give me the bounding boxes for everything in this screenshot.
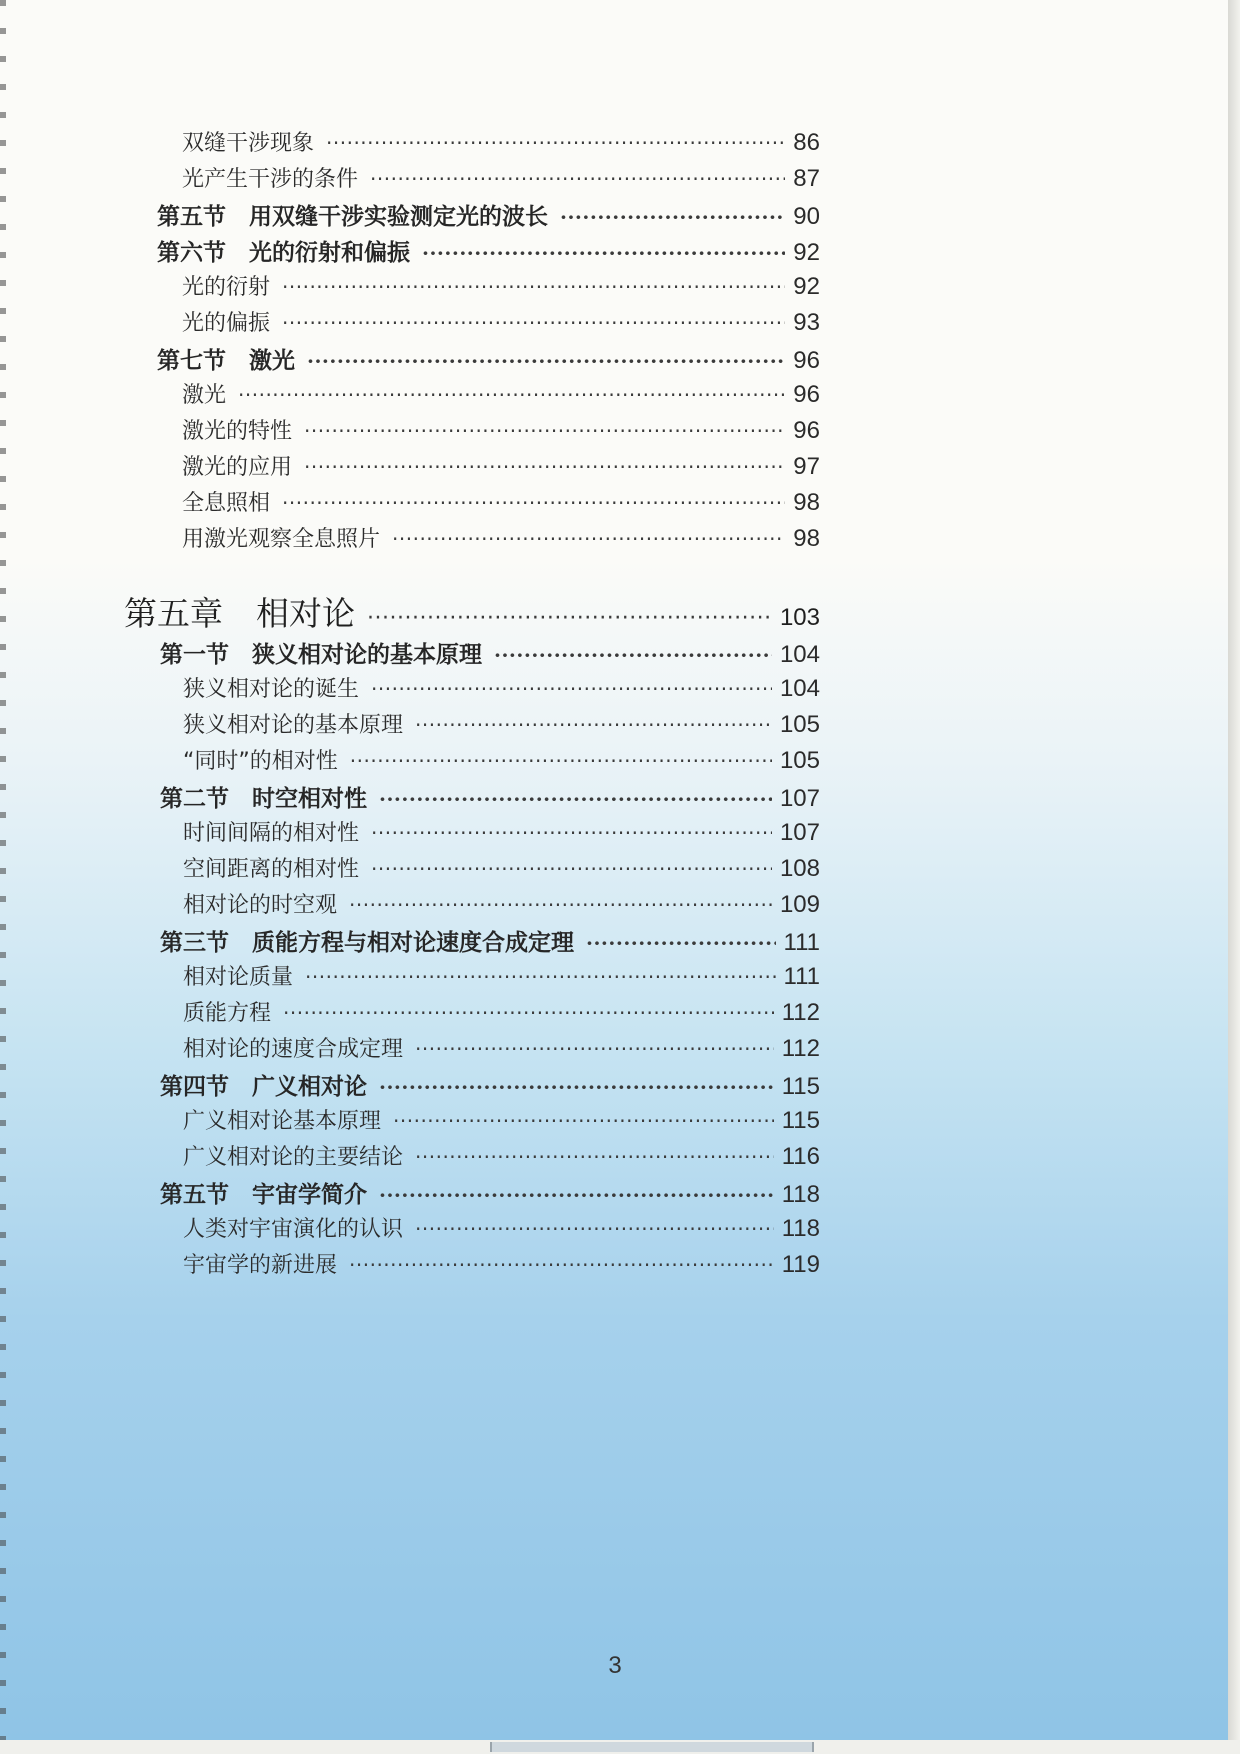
leader-dots: [379, 1073, 774, 1100]
toc-entry-title: 时间间隔的相对性: [183, 821, 360, 846]
toc-section[interactable]: [157, 234, 820, 267]
toc-entry-title: 广义相对论基本原理: [183, 1109, 382, 1134]
toc-section-title: 第六节 光的衍射和偏振: [157, 239, 410, 266]
toc-section-title: 第三节 质能方程与相对论速度合成定理: [160, 929, 574, 956]
toc-entry-page: 112: [781, 999, 820, 1026]
toc-entry-title: 广义相对论的主要结论: [183, 1145, 404, 1170]
toc-entry-title: 全息照相: [182, 491, 271, 516]
page-edge-bottom: [0, 1740, 1240, 1754]
page-number: 3: [608, 1652, 622, 1679]
toc-section-page: 96: [793, 347, 820, 374]
toc-entry[interactable]: [183, 816, 820, 847]
toc-entry-page: 105: [779, 747, 820, 774]
toc-section-page: 111: [783, 929, 820, 956]
leader-dots: [371, 677, 772, 702]
toc-entry-title: 激光的应用: [182, 455, 293, 480]
leader-dots: [415, 1145, 774, 1170]
toc-section[interactable]: [157, 198, 820, 231]
page-edge-right: [1228, 0, 1240, 1754]
leader-dots: [586, 929, 776, 956]
toc-entry-page: 115: [781, 1107, 820, 1134]
toc-section-title: 第二节 时空相对性: [160, 785, 367, 812]
toc-entry-page: 97: [793, 453, 820, 480]
toc-entry[interactable]: [182, 162, 820, 193]
toc-entry-page: 116: [781, 1143, 820, 1170]
leader-dots: [305, 965, 776, 990]
toc-entry[interactable]: [183, 852, 820, 883]
toc-entry[interactable]: [182, 378, 820, 409]
leader-dots: [350, 749, 772, 774]
toc-entry-page: 96: [793, 381, 820, 408]
toc-section-title: 第七节 激光: [157, 347, 295, 374]
toc-entry[interactable]: [183, 1140, 820, 1171]
toc-entry[interactable]: [182, 126, 820, 157]
toc-entry-page: 93: [793, 309, 820, 336]
toc-entry[interactable]: [183, 888, 820, 919]
toc-section[interactable]: [160, 780, 820, 813]
leader-dots: [282, 491, 785, 516]
leader-dots: [304, 455, 785, 480]
toc-entry-page: 96: [793, 417, 820, 444]
leader-dots: [560, 203, 785, 230]
toc-entry-page: 111: [783, 963, 820, 990]
toc-entry-title: 狭义相对论的诞生: [183, 677, 360, 702]
toc-section[interactable]: [160, 924, 820, 957]
toc-section-page: 104: [779, 641, 820, 668]
leader-dots: [415, 713, 772, 738]
toc-entry[interactable]: [183, 1104, 820, 1135]
leader-dots: [238, 383, 785, 408]
toc-entry-title: 光的衍射: [182, 275, 271, 300]
toc-section[interactable]: [160, 636, 820, 669]
leader-dots: [307, 347, 785, 374]
toc-entry[interactable]: [183, 1212, 820, 1243]
toc-entry[interactable]: [182, 306, 820, 337]
toc-entry[interactable]: [182, 270, 820, 301]
leader-dots: [393, 1109, 774, 1134]
toc-section-title: 第一节 狭义相对论的基本原理: [160, 641, 482, 668]
leader-dots: [283, 1001, 774, 1026]
binding-edge: [0, 0, 6, 1740]
toc-section-page: 90: [793, 203, 820, 230]
leader-dots: [422, 239, 785, 266]
toc-entry-page: 105: [779, 711, 820, 738]
toc-entry-title: 相对论质量: [183, 965, 294, 990]
leader-dots: [371, 857, 772, 882]
leader-dots: [415, 1037, 774, 1062]
leader-dots: [494, 641, 772, 668]
toc-entry-page: 98: [793, 525, 820, 552]
toc-entry[interactable]: [182, 414, 820, 445]
toc-entry-page: 112: [781, 1035, 820, 1062]
toc-entry-title: 空间距离的相对性: [183, 857, 360, 882]
toc-entry-page: 119: [781, 1251, 820, 1278]
toc-entry-title: 光产生干涉的条件: [182, 167, 359, 192]
toc-entry[interactable]: [183, 1248, 820, 1279]
leader-dots: [326, 131, 785, 156]
toc-section[interactable]: [160, 1176, 820, 1209]
toc-section-title: 第四节 广义相对论: [160, 1073, 367, 1100]
toc-entry-page: 87: [793, 165, 820, 192]
toc-entry[interactable]: [183, 996, 820, 1027]
toc-section-title: 第五节 宇宙学简介: [160, 1181, 367, 1208]
toc-entry-title: 人类对宇宙演化的认识: [183, 1217, 404, 1242]
leader-dots: [282, 311, 785, 336]
chapter-title: 第五章 相对论: [124, 594, 355, 633]
toc-entry-page: 118: [781, 1215, 820, 1242]
toc-entry[interactable]: [182, 486, 820, 517]
toc-entry[interactable]: [183, 1032, 820, 1063]
toc-entry-title: 狭义相对论的基本原理: [183, 713, 404, 738]
toc-entry[interactable]: [183, 672, 820, 703]
leader-dots: [392, 527, 785, 552]
toc-entry-title: 相对论的速度合成定理: [183, 1037, 404, 1062]
toc-entry-page: 109: [779, 891, 820, 918]
toc-entry-title: 质能方程: [183, 1001, 272, 1026]
chapter-page: 103: [779, 604, 820, 631]
binding-tab: [490, 1742, 814, 1752]
toc-entry[interactable]: [183, 744, 820, 775]
toc-section-page: 92: [793, 239, 820, 266]
toc-entry-title: 激光: [182, 383, 227, 408]
toc-section-title: 第五节 用双缝干涉实验测定光的波长: [157, 203, 548, 230]
leader-dots: [370, 167, 785, 192]
toc-entry-title: “同时”的相对性: [183, 749, 338, 774]
toc-entry-page: 104: [779, 675, 820, 702]
leader-dots: [379, 1181, 774, 1208]
toc-entry-title: 双缝干涉现象: [182, 131, 315, 156]
toc-entry[interactable]: [183, 960, 820, 991]
toc-entry-title: 光的偏振: [182, 311, 271, 336]
toc-section[interactable]: [157, 342, 820, 375]
toc-entry[interactable]: [182, 522, 820, 553]
toc-section-page: 115: [781, 1073, 820, 1100]
toc-entry-title: 激光的特性: [182, 419, 293, 444]
toc-section-page: 107: [779, 785, 820, 812]
leader-dots: [367, 594, 772, 633]
toc-entry[interactable]: [183, 708, 820, 739]
toc-entry-title: 相对论的时空观: [183, 893, 338, 918]
leader-dots: [379, 785, 772, 812]
toc-entry-page: 108: [779, 855, 820, 882]
toc-entry-page: 98: [793, 489, 820, 516]
leader-dots: [371, 821, 772, 846]
leader-dots: [304, 419, 785, 444]
toc-entry-page: 107: [779, 819, 820, 846]
toc-entry-page: 92: [793, 273, 820, 300]
leader-dots: [349, 893, 772, 918]
toc-section[interactable]: [160, 1068, 820, 1101]
toc-chapter[interactable]: [124, 588, 820, 635]
leader-dots: [415, 1217, 774, 1242]
toc-entry-title: 宇宙学的新进展: [183, 1253, 338, 1278]
leader-dots: [349, 1253, 774, 1278]
leader-dots: [282, 275, 785, 300]
toc-section-page: 118: [781, 1181, 820, 1208]
toc-entry[interactable]: [182, 450, 820, 481]
toc-entry-page: 86: [793, 129, 820, 156]
toc-entry-title: 用激光观察全息照片: [182, 527, 381, 552]
